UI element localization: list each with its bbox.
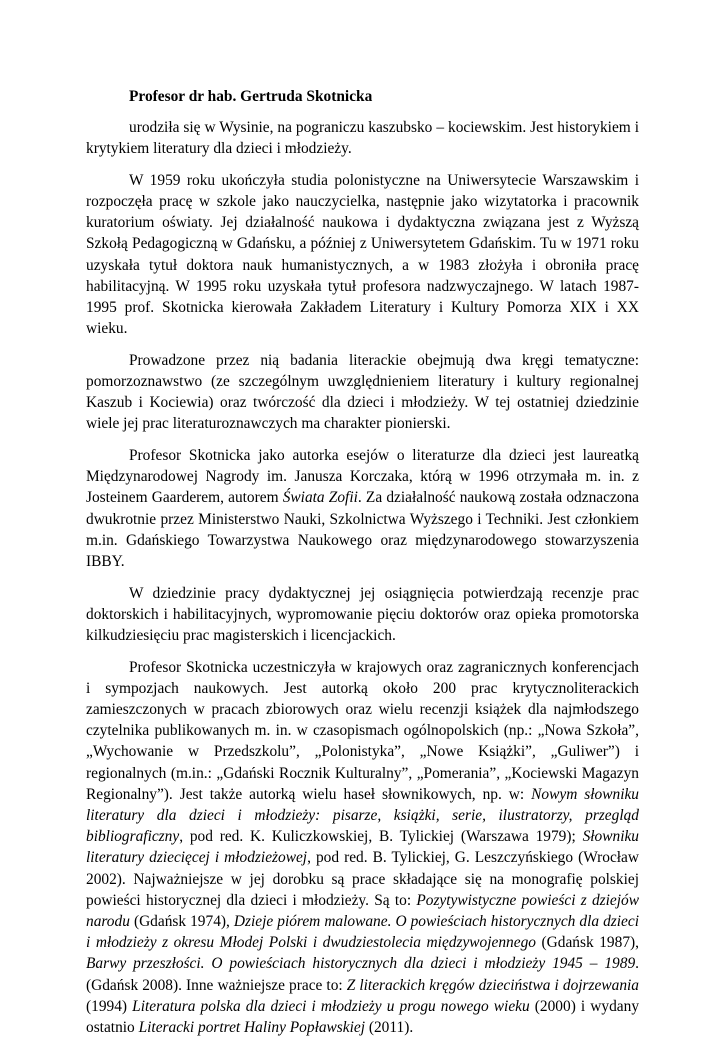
italic-title-text: Słowniku literatury dziecięcej i młodzieżowej	[86, 828, 639, 867]
italic-title-text: Dzieje piórem malowane. O powieściach historycznych dla dzieci i młodzieży z okresu Młodej Polski i dwudziestolecia międzywojennego	[86, 913, 639, 952]
paragraph-text: Prowadzone przez nią badania literackie obejmują dwa kręgi tematyczne: pomorzoznawstwo (ze szczególnym uwzględnieniem literatury i kultury regionalnej Kaszub i Kociewia) oraz twórczość dla dzieci i młodzieży. W tej ostatniej dziedzinie wiele jej prac literaturoznawczych ma charakter pionierski.	[86, 351, 639, 433]
paragraph-text: Profesor Skotnicka uczestniczyła w krajowych oraz zagranicznych konferencjach i sympozjach naukowych. Jest autorką około 200 prac krytycznoliterackich zamieszczonych w pracach zbiorowych oraz wielu recenzji książek dla najmłodszego czytelnika publikowanych m. in. w czasopismach ogólnopolskich (np.: „Nowa Szkoła”, „Wychowanie w Przedszkolu”, „Polonistyka”, „Nowe Książki”, „Guliwer”) i regionalnych (m.in.: „Gdański Rocznik Kulturalny”, „Pomerania”, „Kociewski Magazyn Regionalny”). Jest także autorką wielu haseł słownikowych, np. w:	[86, 658, 639, 803]
paragraph-p2	[86, 170, 639, 340]
paragraph-text: , pod red. B. Tylickiej, G. Leszczyńskiego (Wrocław 2002). Najważniejsze w jej dorobku są prace składające się na monografię polskiej powieści historycznej dla dzieci i młodzieży. Są to:	[86, 849, 639, 909]
document-title: Profesor dr hab. Gertruda Skotnicka	[129, 88, 373, 105]
paragraph-p1	[86, 117, 639, 159]
italic-title-text: Pozytywistyczne powieści z dziejów narodu	[86, 891, 639, 931]
paragraph-text: . Za działalność naukową została odznaczona dwukrotnie przez Ministerstwo Nauki, Szkolnictwa Wyższego i Techniki. Jest członkiem m.in. Gdańskiego Towarzystwa Naukowego oraz międzynarodowego stowarzyszenia IBBY.	[86, 489, 639, 571]
paragraph-text: . (Gdańsk 2008). Inne ważniejsze prace to:	[86, 955, 639, 994]
italic-title-text: Literatura polska dla dzieci i młodzieży u progu nowego wieku	[132, 997, 530, 1015]
italic-title-text: Z literackich kręgów dzieciństwa i dojrzewania	[346, 976, 639, 994]
paragraph-text: (2011).	[365, 1019, 414, 1037]
paragraph-text: (2000) i wydany ostatnio	[86, 997, 640, 1037]
paragraph-text: Profesor Skotnicka jako autorka esejów o literaturze dla dzieci jest laureatką Międzynarodowej Nagrody im. Janusza Korczaka, którą w 1996 otrzymała m. in. z Josteinem Gaarderem, autorem	[86, 447, 639, 507]
paragraph-p5	[86, 583, 639, 647]
italic-title-text: Literacki portret Haliny Popławskiej	[138, 1019, 366, 1037]
document-body	[86, 117, 639, 1049]
paragraph-text: urodziła się w Wysinie, na pograniczu kaszubsko – kociewskim. Jest historykiem i krytykiem literatury dla dzieci i młodzieży.	[86, 119, 639, 158]
paragraph-text: W dziedzinie pracy dydaktycznej jej osiągnięcia potwierdzają recenzje prac doktorskich i habilitacyjnych, wypromowanie pięciu doktorów oraz opieka promotorska kilkudziesięciu prac magisterskich i licencjackich.	[86, 584, 639, 645]
paragraph-text: (Gdańsk 1974),	[129, 913, 234, 931]
paragraph-text: (Gdańsk 1987),	[535, 934, 639, 952]
italic-title-text: Świata Zofii	[282, 489, 358, 507]
paragraph-text: , pod red. K. Kuliczkowskiej, B. Tylickiej (Warszawa 1979);	[179, 828, 583, 846]
paragraph-p3	[86, 350, 639, 435]
italic-title-text: Nowym słowniku literatury dla dzieci i młodzieży: pisarze, książki, serie, ilustratorzy, przegląd bibliograficzny	[86, 785, 639, 846]
paragraph-text: W 1959 roku ukończyła studia polonistyczne na Uniwersytecie Warszawskim i rozpoczęła pracę w szkole jako nauczycielka, następnie jako wizytatorka i pracownik kuratorium oświaty. Jej działalność naukowa i dydaktyczna związana jest z Wyższą Szkołą Pedagogiczną w Gdańsku, a później z Uniwersytetem Gdańskim. Tu w 1971 roku uzyskała tytuł doktora nauk humanistycznych, a w 1983 złożyła i obroniła pracę habilitacyjną. W 1995 roku uzyskała tytuł profesora nadzwyczajnego. W latach 1987-1995 prof. Skotnicka kierowała Zakładem Literatury i Kultury Pomorza XIX i XX wieku.	[86, 171, 639, 338]
paragraph-text: (1994)	[86, 997, 133, 1015]
paragraph-p4	[86, 445, 639, 572]
italic-title-text: Barwy przeszłości. O powieściach historycznych dla dzieci i młodzieży 1945 – 1989	[86, 955, 636, 973]
paragraph-p6	[86, 657, 639, 1039]
